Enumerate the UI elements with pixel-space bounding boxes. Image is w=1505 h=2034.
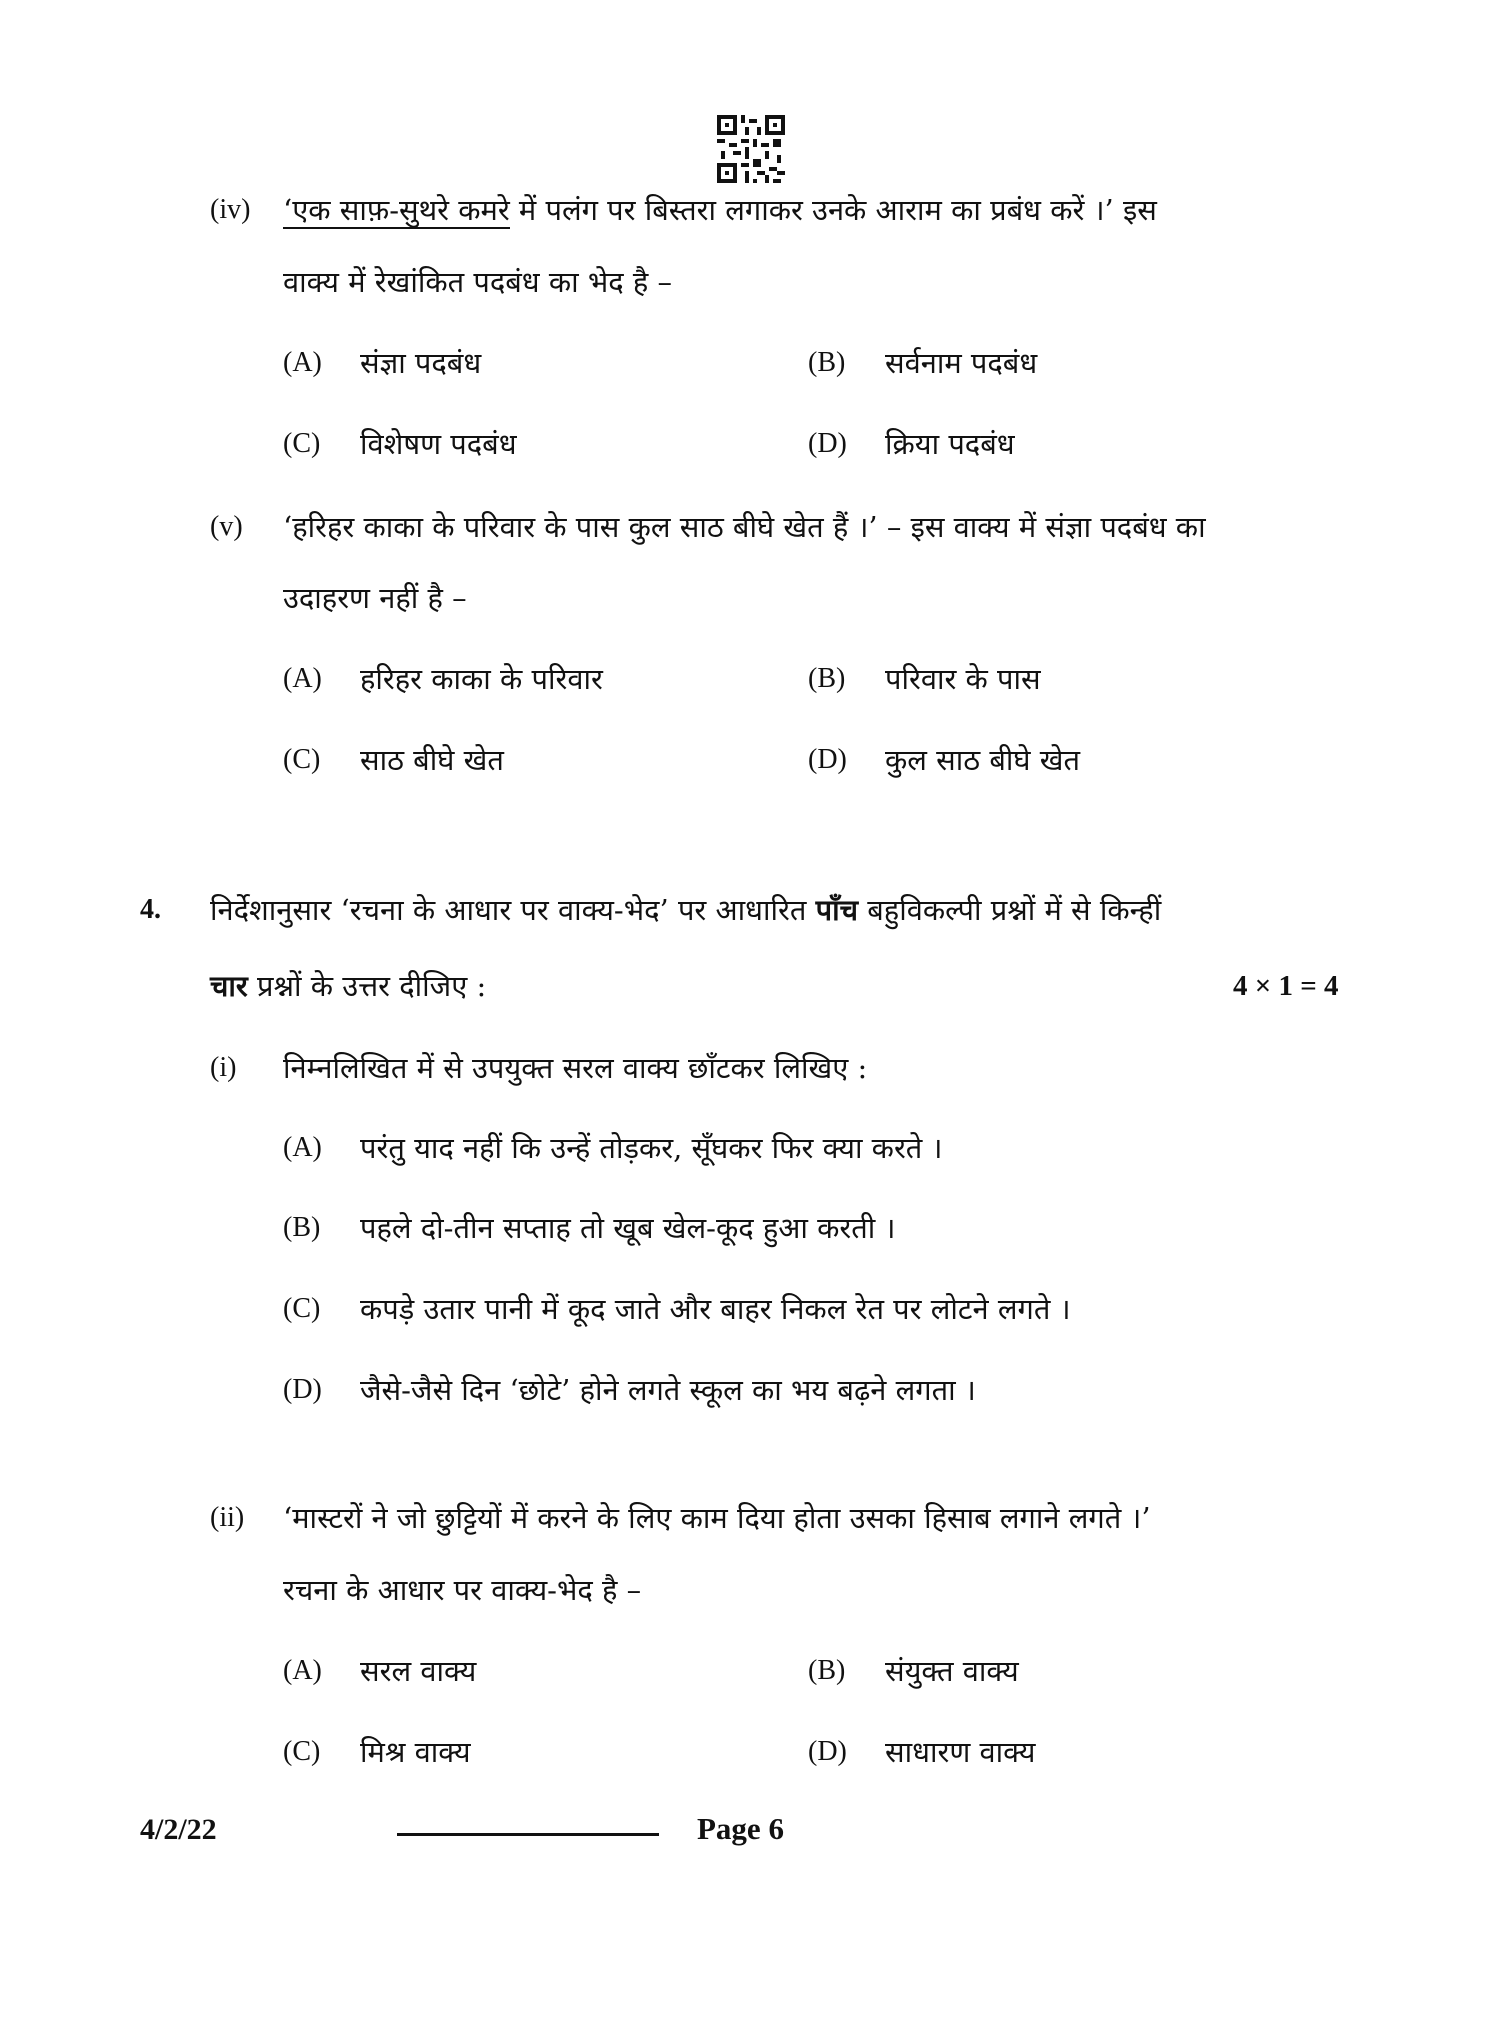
question-v-line-1: ‘हरिहर काका के परिवार के पास कुल साठ बीघे खेत हैं ।’ – इस वाक्य में संज्ञा पदबंध का: [283, 510, 1206, 544]
option-text: हरिहर काका के परिवार: [360, 662, 603, 696]
option-text: कुल साठ बीघे खेत: [885, 743, 1081, 777]
option-text: कपड़े उतार पानी में कूद जाते और बाहर निकल रेत पर लोटने लगते ।: [360, 1292, 1071, 1326]
option-text: परंतु याद नहीं कि उन्हें तोड़कर, सूँघकर फिर क्या करते ।: [360, 1131, 943, 1165]
question-i-prompt: निम्नलिखित में से उपयुक्त सरल वाक्य छाँटकर लिखिए :: [283, 1051, 868, 1085]
question-ii-line-1: ‘मास्टरों ने जो छुट्टियों में करने के लिए काम दिया होता उसका हिसाब लगाने लगते ।’: [283, 1501, 1151, 1535]
question-4-text-a: निर्देशानुसार ‘रचना के आधार पर वाक्य-भेद’ पर आधारित: [210, 893, 816, 927]
question-4-line-2: [210, 966, 486, 1006]
option-label: (D): [808, 744, 847, 775]
option-text: सरल वाक्य: [360, 1654, 477, 1688]
option-label: (C): [283, 428, 321, 459]
question-v-line-2: उदाहरण नहीं है –: [283, 581, 467, 615]
question-4-text-c: प्रश्नों के उत्तर दीजिए :: [247, 969, 487, 1003]
qr-code: [717, 115, 785, 183]
question-iv-line-1-rest: में पलंग पर बिस्तरा लगाकर उनके आराम का प्रबंध करें ।’ इस: [509, 193, 1157, 227]
footer-divider: [397, 1833, 659, 1836]
option-label: (B): [283, 1212, 321, 1243]
option-text: क्रिया पदबंध: [885, 427, 1015, 461]
question-4-bold-four: चार: [210, 969, 248, 1003]
option-label: (C): [283, 744, 321, 775]
option-label: (B): [808, 1655, 846, 1686]
option-label: (A): [283, 1132, 322, 1163]
question-v-label: (v): [210, 511, 243, 542]
question-4-number: 4.: [140, 894, 161, 925]
option-label: (D): [283, 1374, 322, 1405]
question-4-line-1: [210, 890, 1161, 930]
question-ii-label: (ii): [210, 1502, 245, 1533]
option-label: (D): [808, 428, 847, 459]
question-4-bold-five: पाँच: [815, 893, 859, 927]
question-iv-line-2: वाक्य में रेखांकित पदबंध का भेद है –: [283, 265, 672, 299]
marks-allocation: 4 × 1 = 4: [1233, 970, 1339, 1002]
option-text: संज्ञा पदबंध: [360, 346, 482, 380]
question-ii-line-2: रचना के आधार पर वाक्य-भेद है –: [283, 1573, 642, 1607]
question-4-text-b: बहुविकल्पी प्रश्नों में से किन्हीं: [858, 893, 1162, 927]
page-number: Page 6: [697, 1811, 784, 1846]
option-label: (A): [283, 663, 322, 694]
qr-code-icon: [717, 115, 785, 183]
option-text: पहले दो-तीन सप्ताह तो खूब खेल-कूद हुआ करती ।: [360, 1211, 896, 1245]
option-text: विशेषण पदबंध: [360, 427, 517, 461]
option-label: (A): [283, 347, 322, 378]
option-text: संयुक्त वाक्य: [885, 1654, 1019, 1688]
paper-code: 4/2/22: [140, 1813, 217, 1846]
option-text: सर्वनाम पदबंध: [885, 346, 1038, 380]
option-label: (B): [808, 663, 846, 694]
option-text: साधारण वाक्य: [885, 1735, 1036, 1769]
option-text: साठ बीघे खेत: [360, 743, 504, 777]
option-label: (A): [283, 1655, 322, 1686]
option-text: जैसे-जैसे दिन ‘छोटे’ होने लगते स्कूल का भय बढ़ने लगता ।: [360, 1373, 976, 1407]
option-text: परिवार के पास: [885, 662, 1041, 696]
option-label: (C): [283, 1736, 321, 1767]
question-iv-label: (iv): [210, 194, 251, 225]
option-label: (C): [283, 1293, 321, 1324]
question-i-label: (i): [210, 1052, 237, 1083]
option-label: (D): [808, 1736, 847, 1767]
option-label: (B): [808, 347, 846, 378]
underlined-phrase: ‘एक साफ़-सुथरे कमरे: [283, 193, 510, 227]
option-text: मिश्र वाक्य: [360, 1735, 471, 1769]
question-iv-line-1: [283, 190, 1157, 230]
